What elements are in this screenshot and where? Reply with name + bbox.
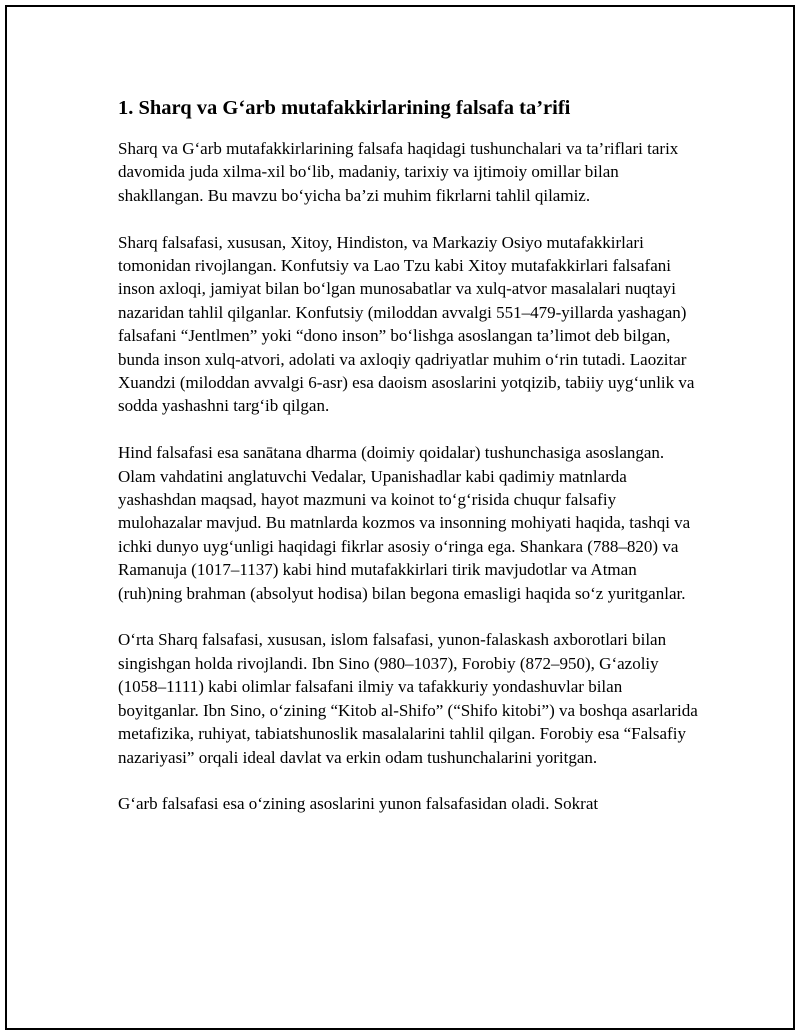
paragraph-middle-east-philosophy: O‘rta Sharq falsafasi, xususan, islom falsafasi, yunon-falaskash axborotlari bilan singishgan holda rivojlandi. Ibn Sino (980–1037), Forobiy (872–950), G‘azoliy (1058–1111) kabi olimlar falsafani ilmiy va tafakkuriy yondashuvlar bilan boyitganlar. Ibn Sino, o‘zining “Kitob al-Shifo” (“Shifo kitobi”) va boshqa asarlarida metafizika, ruhiyat, tabiatshunoslik masalalarini tahlil qilgan. Forobiy esa “Falsafiy nazariyasi” orqali ideal davlat va erkin odam tushunchalarini yoritgan. [118,630,698,767]
paragraph-western-philosophy: G‘arb falsafasi esa o‘zining asoslarini yunon falsafasidan oladi. Sokrat [118,794,599,814]
document-body [118,95,703,839]
page-frame [5,5,795,1030]
paragraph-eastern-philosophy: Sharq falsafasi, xususan, Xitoy, Hindiston, va Markaziy Osiyo mutafakkirlari tomonidan rivojlangan. Konfutsiy va Lao Tzu kabi Xitoy mutafakkirlari falsafani inson axloqi, jamiyat bilan bo‘lgan munosabatlar va xulq-atvor masalalari nuqtayi nazaridan tahlil qilganlar. Konfutsiy (miloddan avvalgi 551–479-yillarda yashagan) falsafani “Jentlmen” yoki “dono inson” bo‘lishga asoslangan ta’limot deb bilgan, bunda inson xulq-atvori, adolati va axloqiy qadriyatlar muhim o‘rin tutadi. Laozitar Xuandzi (miloddan avvalgi 6-asr) esa daoism asoslarini yotqizib, tabiiy uyg‘unlik va sodda yashashni targ‘ib qilgan. [118,232,695,416]
paragraph-indian-philosophy: Hind falsafasi esa sanātana dharma (doimiy qoidalar) tushunchasiga asoslangan. Olam vahdatini anglatuvchi Vedalar, Upanishadlar kabi qadimiy matnlarda yashashdan maqsad, hayot mazmuni va koinot to‘g‘risida chuqur falsafiy mulohazalar mavjud. Bu matnlarda kozmos va insonning mohiyati haqida, tashqi va ichki dunyo uyg‘unligi haqidagi fikrlar asosiy o‘ringa ega. Shankara (788–820) va Ramanuja (1017–1137) kabi hind mutafakkirlari tirik mavjudotlar va Atman (ruh)ning brahman (absolyut hodisa) bilan begona emasligi haqida so‘z yuritganlar. [118,443,691,603]
paragraph-intro: Sharq va G‘arb mutafakkirlarining falsafa haqidagi tushunchalari va ta’riflari tarix davomida juda xilma-xil bo‘lib, madaniy, tarixiy va ijtimoiy omillar bilan shakllangan. Bu mavzu bo‘yicha ba’zi muhim fikrlarni tahlil qilamiz. [118,139,679,205]
section-heading: 1. Sharq va G‘arb mutafakkirlarining falsafa ta’rifi [118,97,571,119]
